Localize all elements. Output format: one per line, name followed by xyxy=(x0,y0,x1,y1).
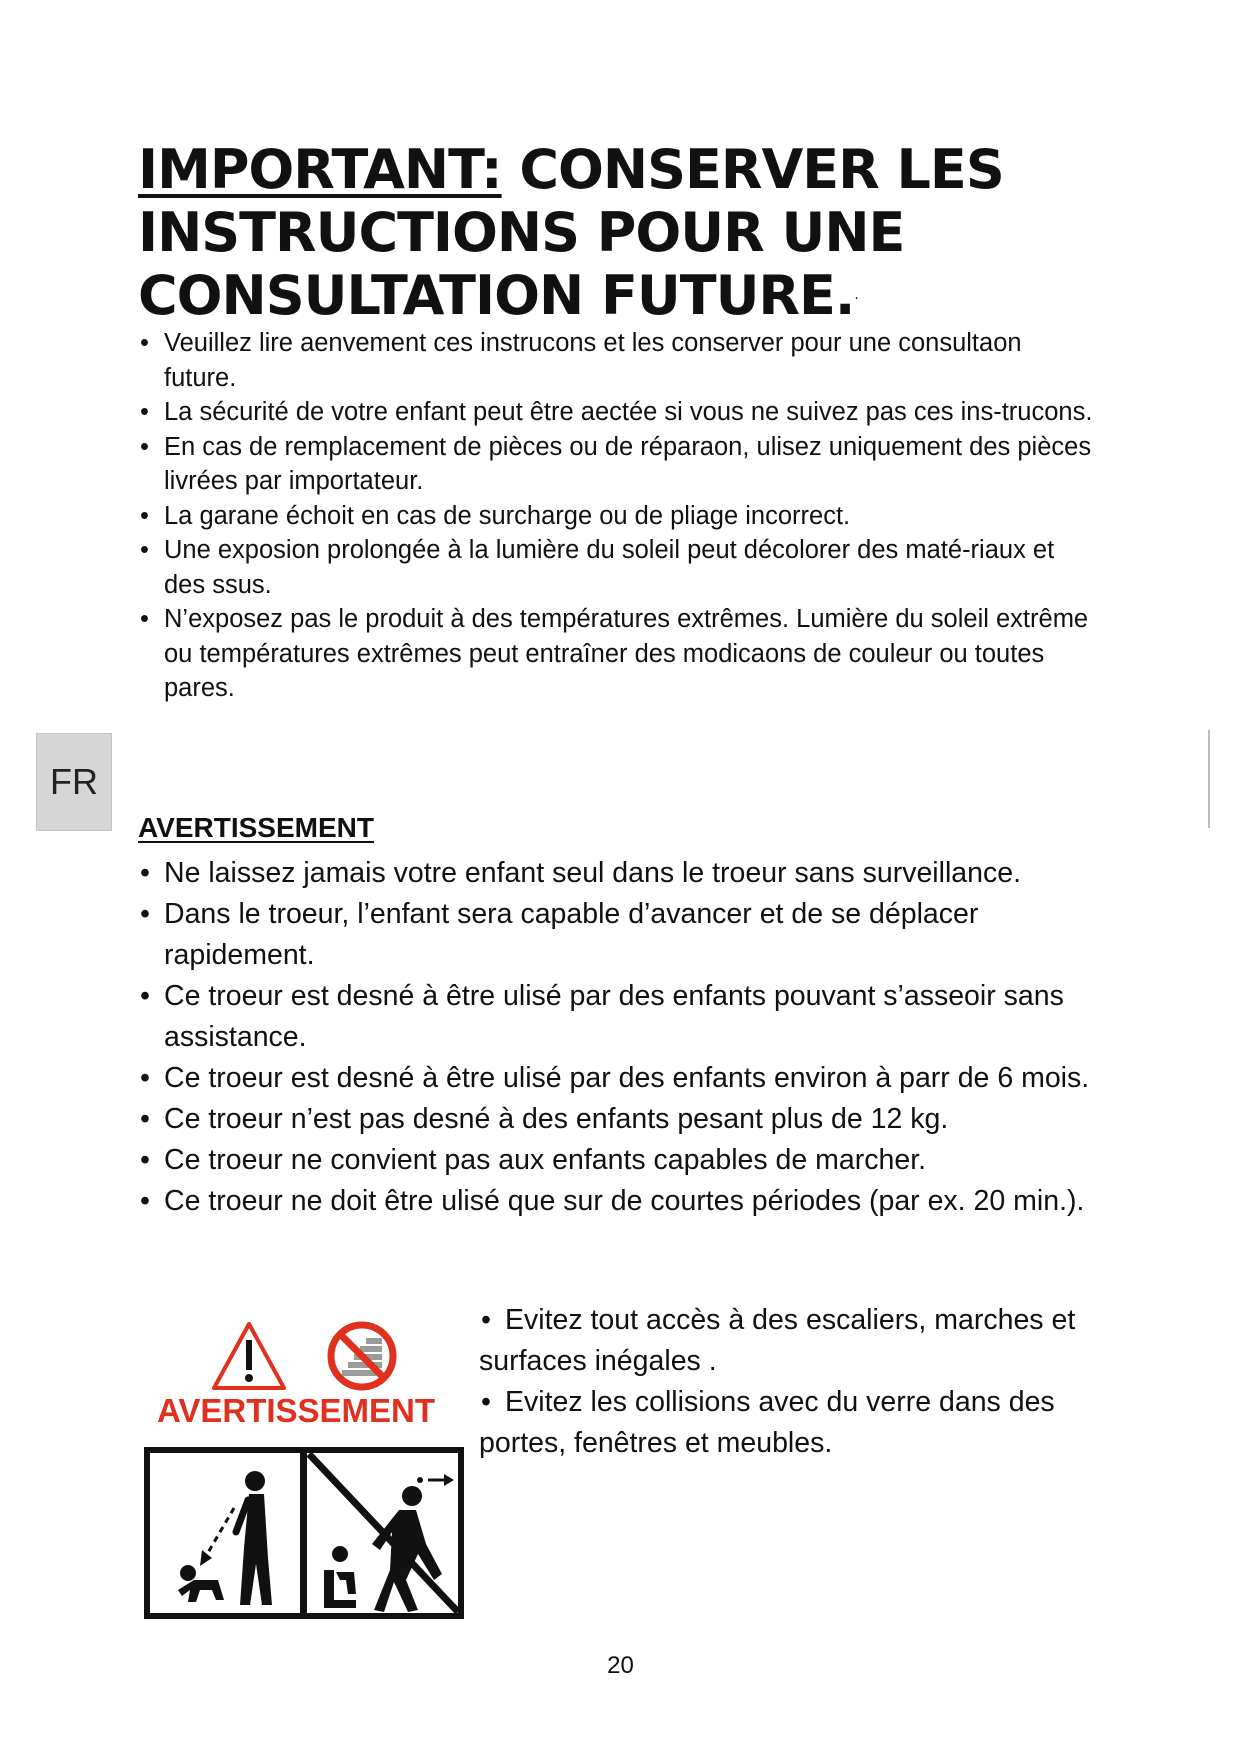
page-title xyxy=(138,138,1138,331)
warning-list xyxy=(138,853,1098,1222)
list-item: • La sécurité de votre enfant peut être aectée si vous ne suivez pas ces ins-trucons. xyxy=(138,395,1098,430)
list-item: • Ne laissez jamais votre enfant seul dans le troeur sans surveillance. xyxy=(138,853,1098,894)
list-item: • La garane échoit en cas de surcharge ou de pliage incorrect. xyxy=(138,499,1098,534)
list-item: • N’exposez pas le produit à des températures extrêmes. Lumière du soleil extrême ou températures extrêmes peut entraîner des modicaons de couleur ou toutes pares. xyxy=(138,602,1098,706)
list-item: • En cas de remplacement de pièces ou de réparaon, ulisez uniquement des pièces livrées par importateur. xyxy=(138,430,1098,499)
list-item: • Ce troeur ne doit être ulisé que sur de courtes périodes (par ex. 20 min.). xyxy=(138,1181,1098,1222)
page-number: 20 xyxy=(607,1652,634,1679)
list-item: • Ce troeur ne convient pas aux enfants capables de marcher. xyxy=(138,1140,1098,1181)
warning-triangle-icon xyxy=(214,1324,284,1388)
title-trail: · xyxy=(854,290,858,307)
no-stairs-icon xyxy=(331,1325,393,1387)
list-item: • Ce troeur est desné à être ulisé par des enfants pouvant s’asseoir sans assistance. xyxy=(138,976,1098,1058)
figure-warning-label: AVERTISSEMENT xyxy=(156,1392,436,1429)
title-main: CONSERVER LES INSTRUCTIONS POUR UNE CONSULTATION FUTURE. xyxy=(138,138,1004,327)
list-item: • Evitez tout accès à des escaliers, marches et surfaces inégales . xyxy=(479,1304,1076,1377)
hazard-list xyxy=(479,1300,1139,1464)
list-item: • Evitez les collisions avec du verre dans des portes, fenêtres et meubles. xyxy=(479,1386,1055,1459)
title-important: IMPORTANT: xyxy=(138,138,502,201)
list-item: • Ce troeur n’est pas desné à des enfants pesant plus de 12 kg. xyxy=(138,1099,1098,1140)
list-item: • Ce troeur est desné à être ulisé par des enfants environ à parr de 6 mois. xyxy=(138,1058,1098,1099)
warning-figure xyxy=(144,1318,464,1628)
warning-heading: AVERTISSEMENT xyxy=(138,812,374,843)
page-edge-marker xyxy=(1208,730,1210,828)
language-tab: FR xyxy=(36,733,112,831)
list-item: • Veuillez lire aenvement ces instrucons et les conserver pour une consultaon future. xyxy=(138,326,1098,395)
general-instructions-list xyxy=(138,326,1098,706)
list-item: • Dans le troeur, l’enfant sera capable d’avancer et de se déplacer rapidement. xyxy=(138,894,1098,976)
list-item: • Une exposion prolongée à la lumière du soleil peut décolorer des maté-riaux et des ssus. xyxy=(138,533,1098,602)
